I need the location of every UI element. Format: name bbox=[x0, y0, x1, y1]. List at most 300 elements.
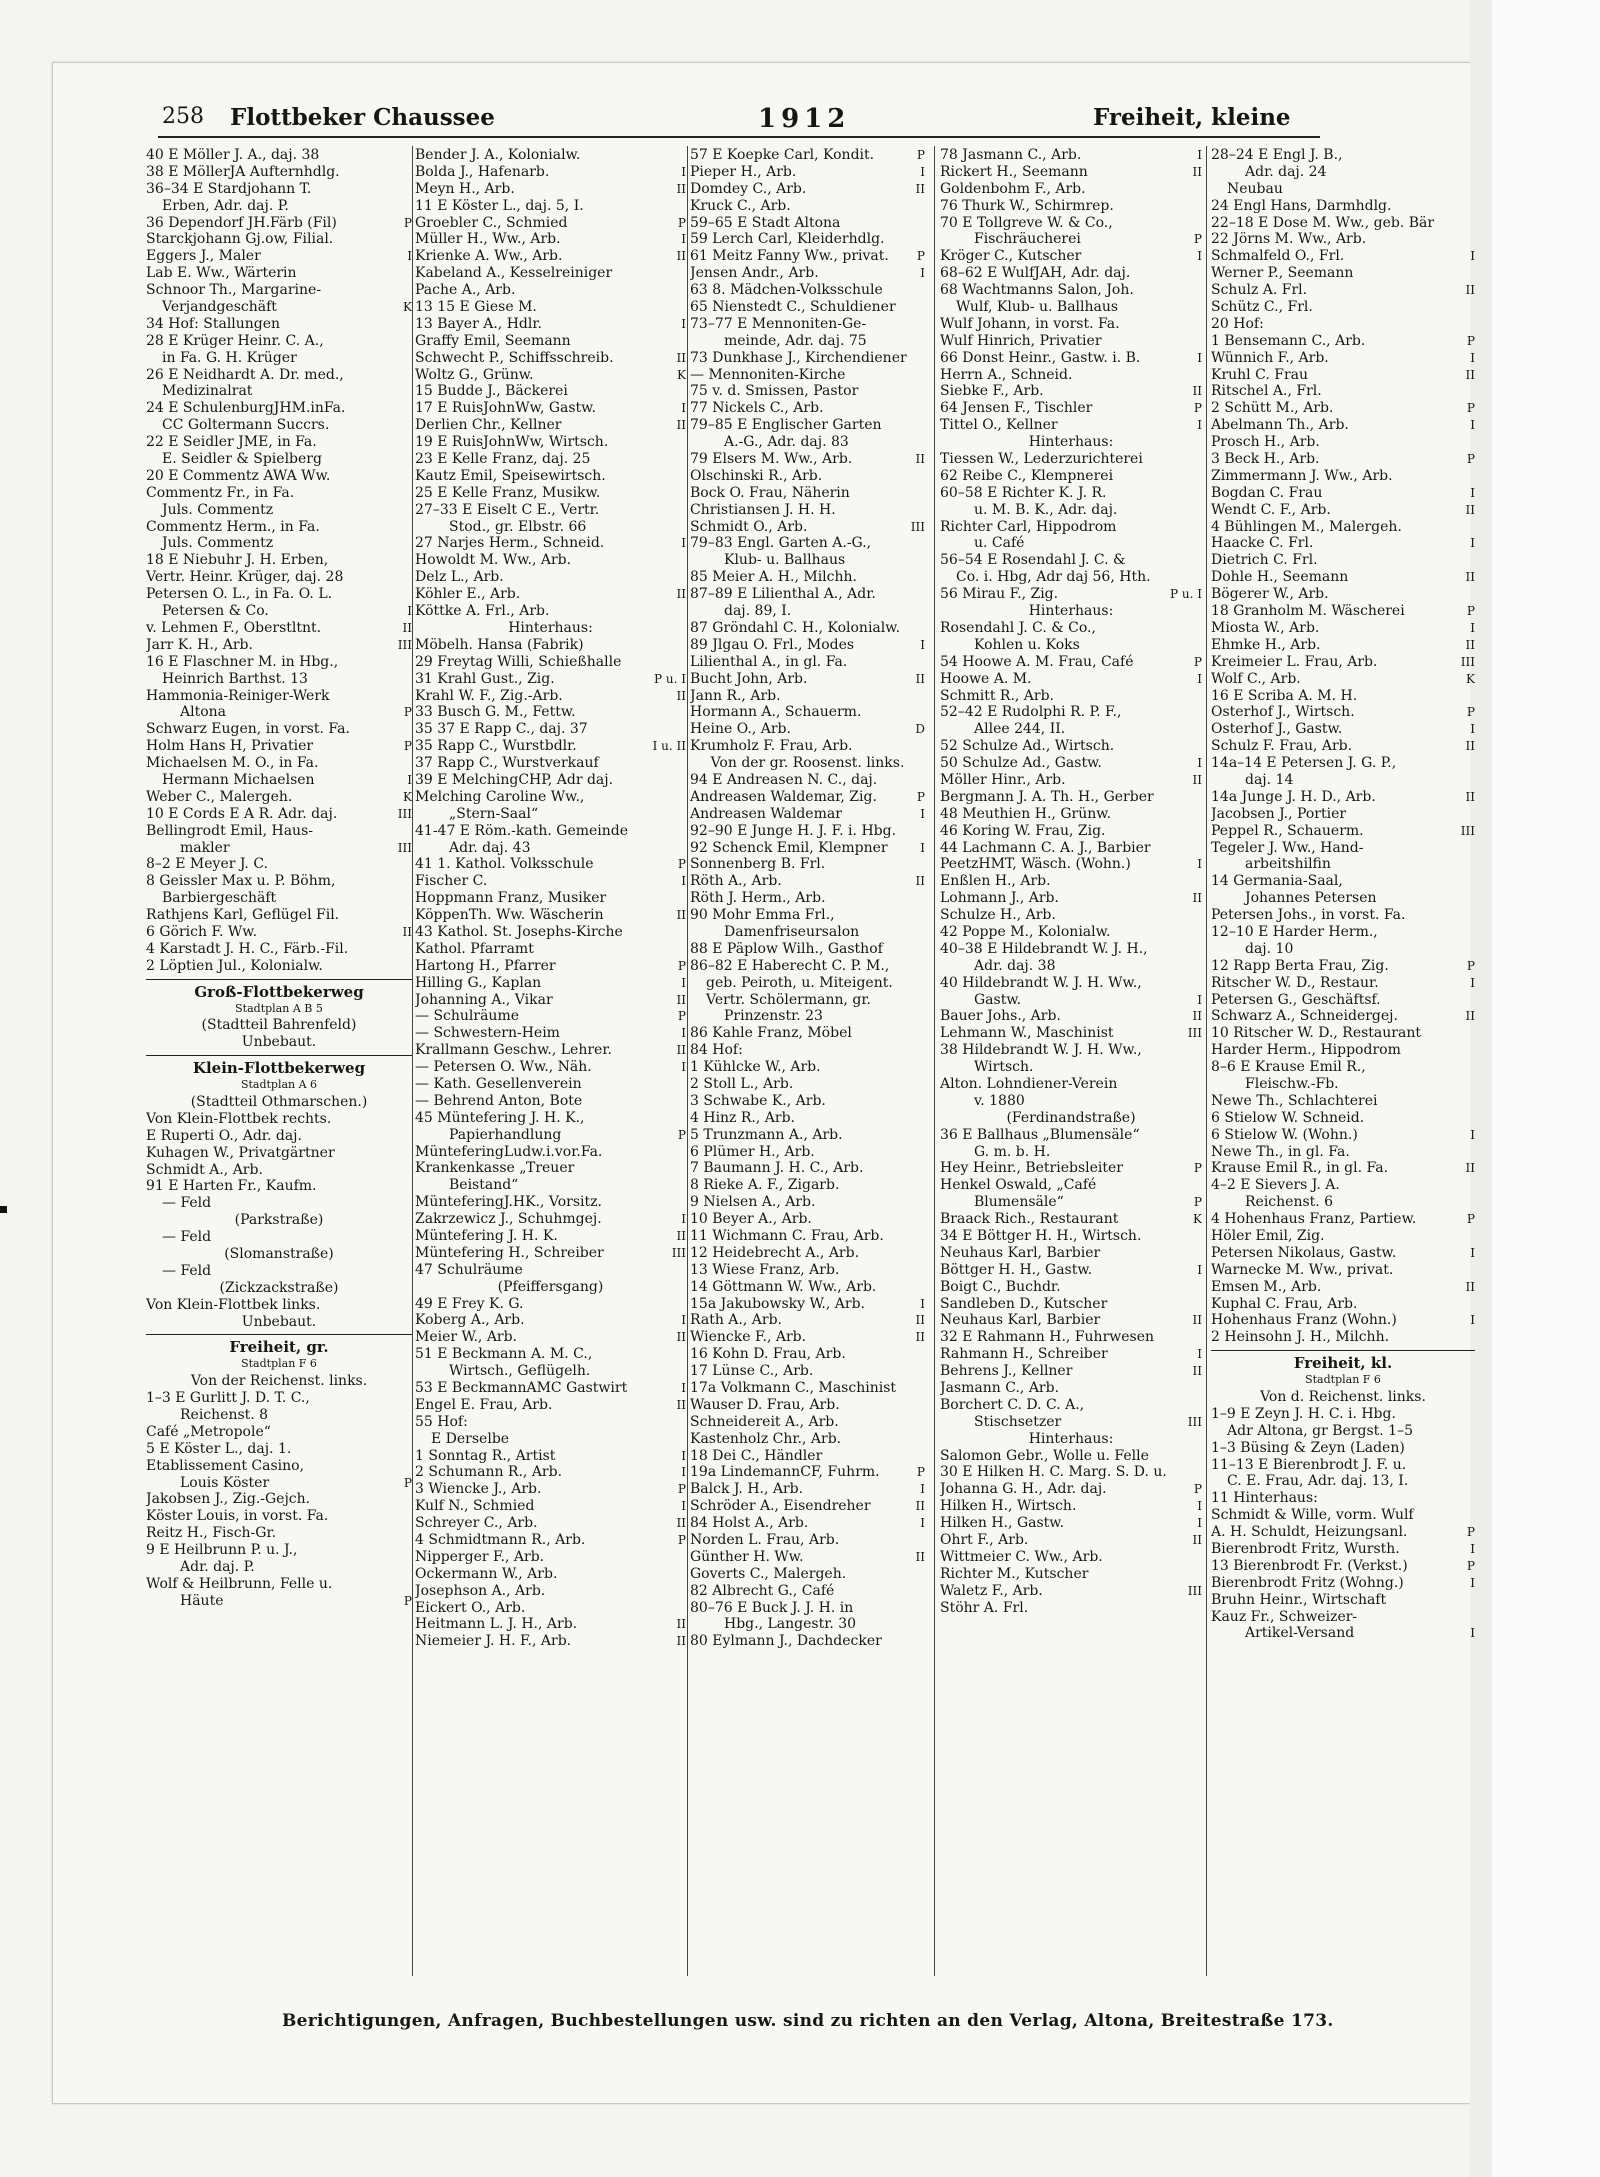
directory-entry bbox=[1211, 1625, 1475, 1642]
entry-text: Von der Reichenst. links. bbox=[190, 1373, 368, 1390]
directory-entry bbox=[146, 299, 412, 316]
entry-text: Schnoor Th., Margarine- bbox=[146, 282, 322, 299]
floor-marker: II bbox=[915, 181, 925, 196]
directory-entry bbox=[690, 1380, 925, 1397]
directory-entry bbox=[1211, 333, 1475, 350]
directory-entry bbox=[1211, 1372, 1475, 1389]
entry-text: Werner P., Seemann bbox=[1211, 265, 1354, 282]
directory-entry bbox=[146, 1246, 412, 1263]
entry-text: Rath A., Arb. bbox=[690, 1312, 782, 1329]
directory-entry bbox=[146, 400, 412, 417]
entry-text: MünteferingJ.HK., Vorsitz. bbox=[415, 1194, 602, 1211]
directory-entry bbox=[415, 1397, 686, 1414]
directory-entry bbox=[940, 958, 1202, 975]
entry-text: Jensen Andr., Arb. bbox=[690, 265, 819, 282]
directory-entry bbox=[1211, 856, 1475, 873]
directory-entry bbox=[146, 383, 412, 400]
entry-text: Sonnenberg B. Frl. bbox=[690, 856, 826, 873]
entry-text: 37 Rapp C., Wurstverkauf bbox=[415, 755, 599, 772]
directory-entry bbox=[690, 231, 925, 248]
directory-entry bbox=[940, 552, 1202, 569]
entry-text: makler bbox=[180, 839, 230, 856]
directory-entry bbox=[1211, 1144, 1475, 1161]
entry-text: Johanna G. H., Adr. daj. bbox=[940, 1481, 1107, 1498]
entry-text: 1 Bensemann C., Arb. bbox=[1211, 332, 1366, 349]
entry-text: — Schulräume bbox=[415, 1008, 520, 1025]
entry-text: Medizinalrat bbox=[162, 383, 253, 400]
directory-column-2 bbox=[415, 147, 686, 1650]
directory-entry bbox=[940, 755, 1202, 772]
entry-text: Johannes Petersen bbox=[1245, 890, 1377, 907]
entry-text: Klub- u. Ballhaus bbox=[724, 552, 846, 569]
entry-text: Osterhof J., Wirtsch. bbox=[1211, 704, 1355, 721]
floor-marker: P bbox=[403, 705, 412, 720]
directory-entry bbox=[940, 519, 1202, 536]
entry-text: Adr Altona, gr Bergst. 1–5 bbox=[1227, 1422, 1413, 1439]
directory-entry bbox=[146, 856, 412, 873]
entry-text: 1–3 E Gurlitt J. D. T. C., bbox=[146, 1390, 310, 1407]
entry-text: 19 E RuisJohnWw, Wirtsch. bbox=[415, 434, 609, 451]
directory-entry bbox=[146, 1280, 412, 1297]
directory-entry bbox=[1211, 789, 1475, 806]
entry-text: — Mennoniten-Kirche bbox=[690, 366, 846, 383]
floor-marker: I bbox=[920, 1296, 925, 1311]
entry-text: A. H. Schuldt, Heizungsanl. bbox=[1211, 1524, 1408, 1541]
entry-text: (Parkstraße) bbox=[234, 1212, 324, 1229]
directory-entry bbox=[690, 1312, 925, 1329]
entry-text: 54 Hoowe A. M. Frau, Café bbox=[940, 653, 1134, 670]
directory-entry bbox=[1211, 1262, 1475, 1279]
entry-text: 17 Lünse C., Arb. bbox=[690, 1363, 814, 1380]
directory-entry bbox=[146, 164, 412, 181]
directory-entry bbox=[146, 451, 412, 468]
entry-text: Unbebaut. bbox=[241, 1034, 317, 1051]
entry-text: 73 Dunkhase J., Kirchendiener bbox=[690, 349, 907, 366]
entry-text: 10 E Cords E A R. Adr. daj. bbox=[146, 805, 338, 822]
directory-entry bbox=[940, 468, 1202, 485]
entry-text: 20 E Commentz AWA Ww. bbox=[146, 467, 331, 484]
directory-entry bbox=[1211, 434, 1475, 451]
entry-text: Abelmann Th., Arb. bbox=[1211, 417, 1349, 434]
entry-text: 13 Bayer A., Hdlr. bbox=[415, 315, 542, 332]
entry-text: Warnecke M. Ww., privat. bbox=[1211, 1261, 1394, 1278]
entry-text: Commentz Herm., in Fa. bbox=[146, 518, 320, 535]
entry-text: 5 E Köster L., daj. 1. bbox=[146, 1440, 292, 1457]
entry-text: 6 Plümer H., Arb. bbox=[690, 1143, 815, 1160]
entry-text: 35 37 E Rapp C., daj. 37 bbox=[415, 721, 588, 738]
entry-text: Salomon Gebr., Wolle u. Felle bbox=[940, 1447, 1149, 1464]
floor-marker: II bbox=[676, 1043, 686, 1058]
directory-entry bbox=[146, 1034, 412, 1051]
directory-entry bbox=[415, 1616, 686, 1633]
floor-marker: P bbox=[1466, 333, 1475, 348]
directory-entry bbox=[1211, 1592, 1475, 1609]
directory-entry bbox=[415, 350, 686, 367]
directory-column-3 bbox=[690, 147, 925, 1650]
directory-entry bbox=[690, 468, 925, 485]
directory-entry bbox=[415, 215, 686, 232]
directory-entry bbox=[1211, 1457, 1475, 1474]
directory-entry bbox=[146, 823, 412, 840]
floor-marker: II bbox=[915, 452, 925, 467]
scan-margin bbox=[1492, 0, 1600, 2177]
floor-marker: II bbox=[676, 908, 686, 923]
entry-text: Erben, Adr. daj. P. bbox=[162, 197, 289, 214]
floor-marker: III bbox=[910, 519, 925, 534]
entry-text: Fischräucherei bbox=[974, 231, 1081, 248]
entry-text: Hinterhaus: bbox=[508, 619, 593, 636]
directory-entry bbox=[940, 654, 1202, 671]
entry-text: Reichenst. 8 bbox=[180, 1407, 269, 1424]
entry-text: Peppel R., Schauerm. bbox=[1211, 822, 1364, 839]
directory-entry bbox=[415, 856, 686, 873]
directory-entry bbox=[415, 1042, 686, 1059]
entry-text: Kohlen u. Koks bbox=[974, 636, 1080, 653]
entry-text: Commentz Fr., in Fa. bbox=[146, 484, 295, 501]
directory-entry bbox=[940, 1110, 1202, 1127]
directory-entry bbox=[1211, 519, 1475, 536]
entry-text: — Petersen O. Ww., Näh. bbox=[415, 1059, 592, 1076]
entry-text: Zimmermann J. Ww., Arb. bbox=[1211, 467, 1393, 484]
floor-marker: P bbox=[1193, 232, 1202, 247]
directory-entry bbox=[1211, 772, 1475, 789]
entry-text: Bauer Johs., Arb. bbox=[940, 1008, 1061, 1025]
entry-text: 4 Bühlingen M., Malergeh. bbox=[1211, 518, 1402, 535]
entry-text: CC Goltermann Succrs. bbox=[162, 417, 330, 434]
directory-entry bbox=[146, 1559, 412, 1576]
floor-marker: I bbox=[1197, 1262, 1202, 1277]
floor-marker: P bbox=[677, 1482, 686, 1497]
entry-text: Neubau bbox=[1227, 180, 1283, 197]
street-heading bbox=[146, 1334, 412, 1356]
entry-text: Hoowe A. M. bbox=[940, 670, 1032, 687]
entry-text: Kautz Emil, Speisewirtsch. bbox=[415, 467, 606, 484]
directory-entry bbox=[146, 1111, 412, 1128]
entry-text: Kruhl C. Frau bbox=[1211, 366, 1308, 383]
directory-entry bbox=[940, 417, 1202, 434]
entry-text: Domdey C., Arb. bbox=[690, 180, 807, 197]
floor-marker: I bbox=[681, 232, 686, 247]
entry-text: 33 Busch G. M., Fettw. bbox=[415, 704, 576, 721]
entry-text: Kruck C., Arb. bbox=[690, 197, 791, 214]
entry-text: Lilienthal A., in gl. Fa. bbox=[690, 653, 848, 670]
directory-entry bbox=[146, 333, 412, 350]
directory-entry bbox=[415, 299, 686, 316]
floor-marker: P bbox=[1466, 1558, 1475, 1573]
directory-entry bbox=[415, 1431, 686, 1448]
directory-entry bbox=[146, 1314, 412, 1331]
directory-entry bbox=[1211, 367, 1475, 384]
directory-entry bbox=[146, 1263, 412, 1280]
floor-marker: P bbox=[1466, 705, 1475, 720]
directory-column-5 bbox=[1211, 147, 1475, 1642]
floor-marker: II bbox=[1465, 1161, 1475, 1176]
floor-marker: P bbox=[403, 1475, 412, 1490]
entry-text: Hoppmann Franz, Musiker bbox=[415, 890, 607, 907]
directory-entry bbox=[146, 840, 412, 857]
directory-column-1 bbox=[146, 147, 412, 1610]
directory-entry bbox=[940, 1329, 1202, 1346]
directory-entry bbox=[415, 1127, 686, 1144]
entry-text: Wulf, Klub- u. Ballhaus bbox=[956, 299, 1119, 316]
entry-text: Lab E. Ww., Wärterin bbox=[146, 265, 297, 282]
directory-entry bbox=[146, 873, 412, 890]
directory-entry bbox=[690, 1211, 925, 1228]
entry-text: 35 Rapp C., Wurstbdlr. bbox=[415, 738, 577, 755]
directory-entry bbox=[415, 1583, 686, 1600]
directory-entry bbox=[1211, 755, 1475, 772]
floor-marker: P bbox=[677, 1127, 686, 1142]
entry-text: Stadtplan A 6 bbox=[240, 1078, 318, 1092]
directory-entry bbox=[415, 1363, 686, 1380]
directory-entry bbox=[1211, 907, 1475, 924]
entry-text: Reichenst. 6 bbox=[1245, 1194, 1334, 1211]
directory-entry bbox=[415, 806, 686, 823]
entry-text: 41 1. Kathol. Volksschule bbox=[415, 856, 594, 873]
directory-entry bbox=[146, 1145, 412, 1162]
directory-entry bbox=[940, 265, 1202, 282]
directory-entry bbox=[415, 316, 686, 333]
entry-text: 6 Görich F. Ww. bbox=[146, 923, 258, 940]
entry-text: Stod., gr. Elbstr. 66 bbox=[449, 518, 587, 535]
entry-text: Sandleben D., Kutscher bbox=[940, 1295, 1108, 1312]
entry-text: Derlien Chr., Kellner bbox=[415, 417, 562, 434]
floor-marker: P bbox=[1193, 654, 1202, 669]
floor-marker: II bbox=[676, 688, 686, 703]
directory-entry bbox=[940, 840, 1202, 857]
entry-text: Von d. Reichenst. links. bbox=[1260, 1389, 1426, 1406]
entry-text: Hermann Michaelsen bbox=[162, 771, 315, 788]
directory-entry bbox=[690, 248, 925, 265]
floor-marker: P bbox=[677, 1009, 686, 1024]
directory-entry bbox=[146, 1593, 412, 1610]
directory-entry bbox=[1211, 1329, 1475, 1346]
directory-entry bbox=[940, 1397, 1202, 1414]
directory-entry bbox=[415, 620, 686, 637]
directory-entry bbox=[940, 1177, 1202, 1194]
entry-text: Kuphal C. Frau, Arb. bbox=[1211, 1295, 1358, 1312]
entry-text: Adr. daj. 24 bbox=[1245, 163, 1327, 180]
directory-entry bbox=[415, 1025, 686, 1042]
directory-entry bbox=[1211, 1558, 1475, 1575]
entry-text: daj. 14 bbox=[1245, 771, 1294, 788]
entry-text: Müller H., Ww., Arb. bbox=[415, 231, 561, 248]
directory-entry bbox=[940, 1025, 1202, 1042]
directory-entry bbox=[690, 451, 925, 468]
entry-text: Dohle H., Seemann bbox=[1211, 569, 1349, 586]
directory-entry bbox=[690, 958, 925, 975]
floor-marker: III bbox=[1187, 1026, 1202, 1041]
directory-entry bbox=[415, 181, 686, 198]
directory-entry bbox=[690, 1633, 925, 1650]
directory-entry bbox=[690, 181, 925, 198]
directory-entry bbox=[146, 350, 412, 367]
entry-text: 87 Gröndahl C. H., Kolonialw. bbox=[690, 619, 901, 636]
directory-entry bbox=[690, 1583, 925, 1600]
directory-entry bbox=[940, 198, 1202, 215]
directory-entry bbox=[415, 1498, 686, 1515]
entry-text: 61 Meitz Fanny Ww., privat. bbox=[690, 248, 889, 265]
entry-text: 11 Hinterhaus: bbox=[1211, 1490, 1318, 1507]
directory-entry bbox=[415, 1008, 686, 1025]
entry-text: daj. 10 bbox=[1245, 940, 1294, 957]
entry-text: Wiencke F., Arb. bbox=[690, 1329, 807, 1346]
entry-text: Gastw. bbox=[974, 991, 1022, 1008]
entry-text: Pieper H., Arb. bbox=[690, 163, 797, 180]
directory-entry bbox=[415, 569, 686, 586]
entry-text: Adr. daj. P. bbox=[180, 1559, 255, 1576]
floor-marker: P bbox=[677, 857, 686, 872]
entry-text: Wendt C. F., Arb. bbox=[1211, 501, 1331, 518]
entry-text: — Feld bbox=[162, 1262, 212, 1279]
directory-entry bbox=[146, 552, 412, 569]
directory-entry bbox=[940, 941, 1202, 958]
directory-entry bbox=[940, 1144, 1202, 1161]
directory-entry bbox=[1211, 873, 1475, 890]
directory-entry bbox=[1211, 1110, 1475, 1127]
directory-entry bbox=[146, 1077, 412, 1094]
directory-entry bbox=[1211, 1093, 1475, 1110]
directory-entry bbox=[1211, 1076, 1475, 1093]
floor-marker: P bbox=[403, 739, 412, 754]
directory-entry bbox=[415, 1346, 686, 1363]
directory-entry bbox=[146, 738, 412, 755]
entry-text: 39 E MelchingCHP, Adr daj. bbox=[415, 771, 614, 788]
entry-text: 78 Jasmann C., Arb. bbox=[940, 147, 1082, 163]
entry-text: Artikel-Versand bbox=[1245, 1625, 1355, 1642]
entry-text: 51 E Beckmann A. M. C., bbox=[415, 1346, 593, 1363]
entry-text: Co. i. Hbg, Adr daj 56, Hth. bbox=[956, 569, 1151, 586]
page-number: 258 bbox=[162, 104, 204, 129]
entry-text: 2 Heinsohn J. H., Milchh. bbox=[1211, 1329, 1390, 1346]
directory-entry bbox=[415, 417, 686, 434]
directory-entry bbox=[940, 383, 1202, 400]
directory-entry bbox=[415, 924, 686, 941]
floor-marker: III bbox=[1460, 823, 1475, 838]
directory-entry bbox=[1211, 164, 1475, 181]
directory-entry bbox=[1211, 941, 1475, 958]
floor-marker: II bbox=[1192, 1009, 1202, 1024]
entry-text: 22–18 E Dose M. Ww., geb. Bär bbox=[1211, 214, 1435, 231]
entry-text: Petersen Nikolaus, Gastw. bbox=[1211, 1244, 1397, 1261]
directory-entry bbox=[690, 873, 925, 890]
directory-entry bbox=[415, 434, 686, 451]
entry-text: Jacobsen J., Portier bbox=[1211, 805, 1347, 822]
entry-text: (Pfeiffersgang) bbox=[497, 1278, 604, 1295]
floor-marker: P bbox=[1193, 1161, 1202, 1176]
entry-text: Jakobsen J., Zig.-Gejch. bbox=[146, 1491, 311, 1508]
directory-entry bbox=[146, 215, 412, 232]
floor-marker: II bbox=[402, 620, 412, 635]
entry-text: Café „Metropole“ bbox=[146, 1423, 271, 1440]
floor-marker: II bbox=[1465, 739, 1475, 754]
directory-entry bbox=[146, 367, 412, 384]
directory-entry bbox=[415, 1566, 686, 1583]
floor-marker: I bbox=[1197, 249, 1202, 264]
entry-text: Schütz C., Frl. bbox=[1211, 299, 1313, 316]
entry-text: 11 Wichmann C. Frau, Arb. bbox=[690, 1228, 884, 1244]
directory-entry bbox=[415, 451, 686, 468]
publisher-footer: Berichtigungen, Anfragen, Buchbestellungen usw. sind zu richten an den Verlag, Altona, Breitestraße 173. bbox=[282, 2011, 1334, 2031]
floor-marker: P bbox=[1193, 401, 1202, 416]
entry-text: Köhler E., Arb. bbox=[415, 586, 521, 603]
floor-marker: II bbox=[1192, 1533, 1202, 1548]
directory-entry bbox=[940, 721, 1202, 738]
running-head-right: Freiheit, kleine bbox=[1093, 104, 1291, 131]
directory-entry bbox=[1211, 1541, 1475, 1558]
directory-entry bbox=[940, 637, 1202, 654]
entry-text: 79–83 Engl. Garten A.-G., bbox=[690, 535, 872, 552]
directory-entry bbox=[1211, 485, 1475, 502]
directory-entry bbox=[1211, 1008, 1475, 1025]
directory-entry bbox=[415, 1600, 686, 1617]
entry-text: 79–85 E Englischer Garten bbox=[690, 417, 882, 434]
floor-marker: I bbox=[681, 1465, 686, 1480]
floor-marker: I bbox=[681, 316, 686, 331]
entry-text: 36 Dependorf JH.Färb (Fil) bbox=[146, 214, 337, 231]
directory-entry bbox=[690, 1616, 925, 1633]
floor-marker: II bbox=[676, 992, 686, 1007]
floor-marker: I bbox=[920, 164, 925, 179]
directory-entry bbox=[415, 1549, 686, 1566]
directory-entry bbox=[1211, 1423, 1475, 1440]
entry-text: Schmidt A., Arb. bbox=[146, 1161, 263, 1178]
directory-entry bbox=[940, 1380, 1202, 1397]
entry-text: 70 E Tollgreve W. & Co., bbox=[940, 214, 1113, 231]
floor-marker: P u. I bbox=[1170, 587, 1202, 602]
directory-entry bbox=[1211, 535, 1475, 552]
floor-marker: P bbox=[916, 789, 925, 804]
floor-marker: III bbox=[397, 840, 412, 855]
entry-text: Schneidereit A., Arb. bbox=[690, 1413, 839, 1430]
entry-text: Kröger C., Kutscher bbox=[940, 248, 1082, 265]
entry-text: 30 E Hilken H. C. Marg. S. D. u. bbox=[940, 1464, 1167, 1481]
directory-entry bbox=[415, 1380, 686, 1397]
floor-marker: P bbox=[1466, 401, 1475, 416]
directory-entry bbox=[146, 468, 412, 485]
entry-text: 23 E Kelle Franz, daj. 25 bbox=[415, 451, 591, 468]
entry-text: A.-G., Adr. daj. 83 bbox=[724, 434, 849, 451]
floor-marker: I bbox=[920, 1482, 925, 1497]
directory-entry bbox=[1211, 688, 1475, 705]
entry-text: 15 Budde J., Bäckerei bbox=[415, 383, 568, 400]
directory-entry bbox=[1211, 468, 1475, 485]
directory-entry bbox=[415, 603, 686, 620]
floor-marker: I bbox=[1197, 350, 1202, 365]
directory-entry bbox=[940, 1127, 1202, 1144]
directory-entry bbox=[690, 485, 925, 502]
entry-text: Röth J. Herm., Arb. bbox=[690, 890, 826, 907]
floor-marker: II bbox=[915, 1313, 925, 1328]
floor-marker: D bbox=[915, 722, 925, 737]
entry-text: Kulf N., Schmied bbox=[415, 1498, 535, 1515]
directory-entry bbox=[940, 1194, 1202, 1211]
entry-text: 7 Baumann J. H. C., Arb. bbox=[690, 1160, 864, 1177]
floor-marker: P bbox=[916, 148, 925, 162]
directory-entry bbox=[940, 1262, 1202, 1279]
floor-marker: II bbox=[676, 418, 686, 433]
directory-entry bbox=[415, 1110, 686, 1127]
entry-text: 17 E RuisJohnWw, Gastw. bbox=[415, 400, 596, 417]
directory-entry bbox=[690, 704, 925, 721]
directory-entry bbox=[1211, 1389, 1475, 1406]
entry-text: 43 Kathol. St. Josephs-Kirche bbox=[415, 923, 623, 940]
directory-entry bbox=[940, 434, 1202, 451]
entry-text: Schmitt R., Arb. bbox=[940, 687, 1055, 704]
directory-entry bbox=[415, 400, 686, 417]
directory-entry bbox=[690, 688, 925, 705]
entry-text: Freiheit, kl. bbox=[1293, 1354, 1393, 1373]
